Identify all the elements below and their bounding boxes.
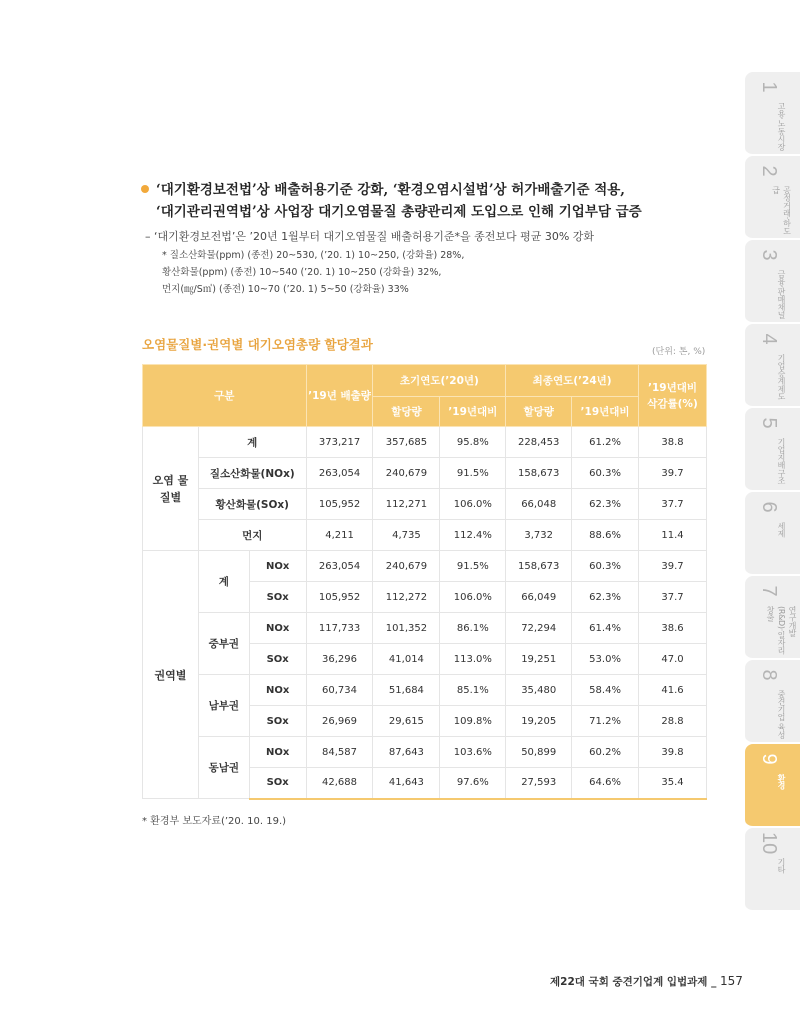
cell-value: 91.5% xyxy=(440,458,506,489)
cell-value: 228,453 xyxy=(506,427,572,458)
chapter-tab-label: 기업승계제도 xyxy=(777,354,786,401)
header-reduction xyxy=(638,365,706,427)
cell-value: 38.6 xyxy=(638,613,706,644)
pollutant-tag: SOx xyxy=(249,706,306,737)
cell-value: 27,593 xyxy=(506,768,572,799)
note-line: 먼지(㎎/S㎥) (종전) 10~70 (’20. 1) 5~50 (강화율) 33% xyxy=(162,284,409,295)
region-label: 동남권 xyxy=(198,737,249,799)
cell-value: 357,685 xyxy=(373,427,440,458)
chapter-tab-label: 기타 xyxy=(777,858,786,874)
table-row xyxy=(143,489,707,520)
pollutant-tag: SOx xyxy=(249,582,306,613)
pollutant-tag: NOx xyxy=(249,613,306,644)
cell-value: 35.4 xyxy=(638,768,706,799)
table-row xyxy=(143,613,707,644)
table-row xyxy=(143,737,707,768)
cell-value: 28.8 xyxy=(638,706,706,737)
region-label: 계 xyxy=(198,551,249,613)
cell-value: 240,679 xyxy=(373,458,440,489)
chapter-tab-number: 2 xyxy=(758,165,780,177)
header-final-year: 최종연도(’24년) xyxy=(506,365,639,397)
pollutant-tag: SOx xyxy=(249,644,306,675)
cell-value: 26,969 xyxy=(306,706,373,737)
header-initial-year: 초기연도(’20년) xyxy=(373,365,506,397)
table-row xyxy=(143,551,707,582)
chapter-tab-label: 공정거래·하도급 xyxy=(771,186,792,235)
cell-value: 85.1% xyxy=(440,675,506,706)
table-row xyxy=(143,520,707,551)
cell-value: 36,296 xyxy=(306,644,373,675)
chapter-tab-5[interactable] xyxy=(745,408,800,492)
cell-value: 113.0% xyxy=(440,644,506,675)
chapter-tab-label: 기업지배구조 xyxy=(777,438,786,485)
unit-label: (단위: 톤, %) xyxy=(652,347,706,357)
cell-value: 109.8% xyxy=(440,706,506,737)
cell-value: 38.8 xyxy=(638,427,706,458)
cell-value: 106.0% xyxy=(440,582,506,613)
cell-value: 4,735 xyxy=(373,520,440,551)
pollutant-tag: NOx xyxy=(249,551,306,582)
chapter-tab-label: 금융·판매채널 xyxy=(777,270,786,319)
cell-value: 86.1% xyxy=(440,613,506,644)
row-label: 먼지 xyxy=(198,520,306,551)
cell-value: 19,205 xyxy=(506,706,572,737)
header-allocation: 할당량 xyxy=(373,397,440,427)
allocation-table xyxy=(142,364,707,800)
cell-value: 112,272 xyxy=(373,582,440,613)
cell-value: 37.7 xyxy=(638,582,706,613)
cell-value: 263,054 xyxy=(306,551,373,582)
cell-value: 240,679 xyxy=(373,551,440,582)
cell-value: 71.2% xyxy=(572,706,639,737)
cell-value: 61.2% xyxy=(572,427,639,458)
chapter-tab-number: 1 xyxy=(758,81,780,93)
group-label-pollutant xyxy=(143,427,199,551)
cell-value: 37.7 xyxy=(638,489,706,520)
cell-value: 41.6 xyxy=(638,675,706,706)
chapter-tab-number: 8 xyxy=(758,669,780,681)
cell-value: 11.4 xyxy=(638,520,706,551)
header-reduction-label: ’19년대비 삭감률(%) xyxy=(647,381,698,410)
row-label: 질소산화물(NOx) xyxy=(198,458,306,489)
cell-value: 97.6% xyxy=(440,768,506,799)
chapter-tab-label: 고용·노동시장 xyxy=(777,102,786,151)
note-line: * 질소산화물(ppm) (종전) 20~530, (’20. 1) 10~250, (강화율) 28%, xyxy=(162,250,465,261)
cell-value: 101,352 xyxy=(373,613,440,644)
chapter-tab-8[interactable] xyxy=(745,660,800,744)
header-allocation: 할당량 xyxy=(506,397,572,427)
cell-value: 39.8 xyxy=(638,737,706,768)
row-label: 황산화물(SOx) xyxy=(198,489,306,520)
header-vs-2019: ’19년대비 xyxy=(440,397,506,427)
header-emission-2019: ’19년 배출량 xyxy=(306,365,373,427)
chapter-tab-label: 환경 xyxy=(777,774,786,790)
cell-value: 158,673 xyxy=(506,458,572,489)
cell-value: 60.3% xyxy=(572,551,639,582)
chapter-tab-10[interactable] xyxy=(745,828,800,912)
cell-value: 88.6% xyxy=(572,520,639,551)
header-category: 구분 xyxy=(143,365,307,427)
pollutant-tag: SOx xyxy=(249,768,306,799)
cell-value: 84,587 xyxy=(306,737,373,768)
cell-value: 263,054 xyxy=(306,458,373,489)
group-label-region: 권역별 xyxy=(143,551,199,799)
table-row xyxy=(143,427,707,458)
page-number: 157 xyxy=(720,974,743,988)
cell-value: 117,733 xyxy=(306,613,373,644)
cell-value: 51,684 xyxy=(373,675,440,706)
cell-value: 42,688 xyxy=(306,768,373,799)
row-label: 계 xyxy=(198,427,306,458)
pollutant-tag: NOx xyxy=(249,675,306,706)
table-row xyxy=(143,458,707,489)
chapter-tab-2[interactable] xyxy=(745,156,800,240)
footer-title: 제22대 국회 중견기업계 입법과제 _ xyxy=(550,976,717,988)
chapter-tab-number: 6 xyxy=(758,501,780,513)
chapter-tab-number: 3 xyxy=(758,249,780,261)
chapter-tab-number: 4 xyxy=(758,333,780,345)
cell-value: 103.6% xyxy=(440,737,506,768)
chapter-tab-label: 중견기업 육성 xyxy=(777,690,786,739)
note-line: 황산화물(ppm) (종전) 10~540 (’20. 1) 10~250 (강화율) 32%, xyxy=(162,267,442,278)
cell-value: 60,734 xyxy=(306,675,373,706)
cell-value: 91.5% xyxy=(440,551,506,582)
chapter-tab-number: 9 xyxy=(758,753,780,765)
chapter-tab-number: 5 xyxy=(758,417,780,429)
table-row xyxy=(143,675,707,706)
sub-line: – ‘대기환경보전법’은 ’20년 1월부터 대기오염물질 배출허용기준*을 종전보다 평균 30% 강화 xyxy=(145,230,595,243)
chapter-tab-6[interactable] xyxy=(745,492,800,576)
chapter-tab-number: 7 xyxy=(758,585,780,597)
chapter-tab-label: 세제 xyxy=(777,522,786,538)
cell-value: 53.0% xyxy=(572,644,639,675)
cell-value: 158,673 xyxy=(506,551,572,582)
header-vs-2019: ’19년대비 xyxy=(572,397,639,427)
cell-value: 105,952 xyxy=(306,489,373,520)
chapter-tab-label: 연구개발(R&D)·일자리창출 xyxy=(766,606,797,655)
summary-block xyxy=(142,179,712,298)
cell-value: 112,271 xyxy=(373,489,440,520)
cell-value: 35,480 xyxy=(506,675,572,706)
headline-line-1: ‘대기환경보전법’상 배출허용기준 강화, ‘환경오염시설법’상 허가배출기준 적용, xyxy=(156,182,626,198)
page-footer xyxy=(550,974,743,989)
headline-line-2: ‘대기관리권역법’상 사업장 대기오염물질 총량관리제 도입으로 인해 기업부담 급증 xyxy=(156,204,642,220)
cell-value: 39.7 xyxy=(638,551,706,582)
cell-value: 87,643 xyxy=(373,737,440,768)
cell-value: 60.3% xyxy=(572,458,639,489)
cell-value: 50,899 xyxy=(506,737,572,768)
cell-value: 39.7 xyxy=(638,458,706,489)
cell-value: 106.0% xyxy=(440,489,506,520)
cell-value: 60.2% xyxy=(572,737,639,768)
chapter-tab-7[interactable] xyxy=(745,576,800,660)
cell-value: 62.3% xyxy=(572,489,639,520)
cell-value: 72,294 xyxy=(506,613,572,644)
region-label: 남부권 xyxy=(198,675,249,737)
chapter-tab-9[interactable] xyxy=(745,744,800,828)
cell-value: 64.6% xyxy=(572,768,639,799)
cell-value: 66,048 xyxy=(506,489,572,520)
bullet-icon xyxy=(141,185,149,193)
cell-value: 66,049 xyxy=(506,582,572,613)
cell-value: 112.4% xyxy=(440,520,506,551)
chapter-tab-3[interactable] xyxy=(745,240,800,324)
cell-value: 47.0 xyxy=(638,644,706,675)
cell-value: 3,732 xyxy=(506,520,572,551)
cell-value: 19,251 xyxy=(506,644,572,675)
chapter-tab-number: 10 xyxy=(758,832,780,855)
cell-value: 41,643 xyxy=(373,768,440,799)
source-footnote: * 환경부 보도자료(’20. 10. 19.) xyxy=(142,816,287,827)
group-label-text: 오염 물질별 xyxy=(152,473,189,504)
cell-value: 105,952 xyxy=(306,582,373,613)
chapter-tab-1[interactable] xyxy=(745,72,800,156)
table-title: 오염물질별·권역별 대기오염총량 할당결과 xyxy=(142,337,373,352)
cell-value: 58.4% xyxy=(572,675,639,706)
cell-value: 62.3% xyxy=(572,582,639,613)
region-label: 중부권 xyxy=(198,613,249,675)
pollutant-tag: NOx xyxy=(249,737,306,768)
cell-value: 61.4% xyxy=(572,613,639,644)
cell-value: 41,014 xyxy=(373,644,440,675)
cell-value: 4,211 xyxy=(306,520,373,551)
chapter-tab-4[interactable] xyxy=(745,324,800,408)
cell-value: 95.8% xyxy=(440,427,506,458)
cell-value: 29,615 xyxy=(373,706,440,737)
cell-value: 373,217 xyxy=(306,427,373,458)
